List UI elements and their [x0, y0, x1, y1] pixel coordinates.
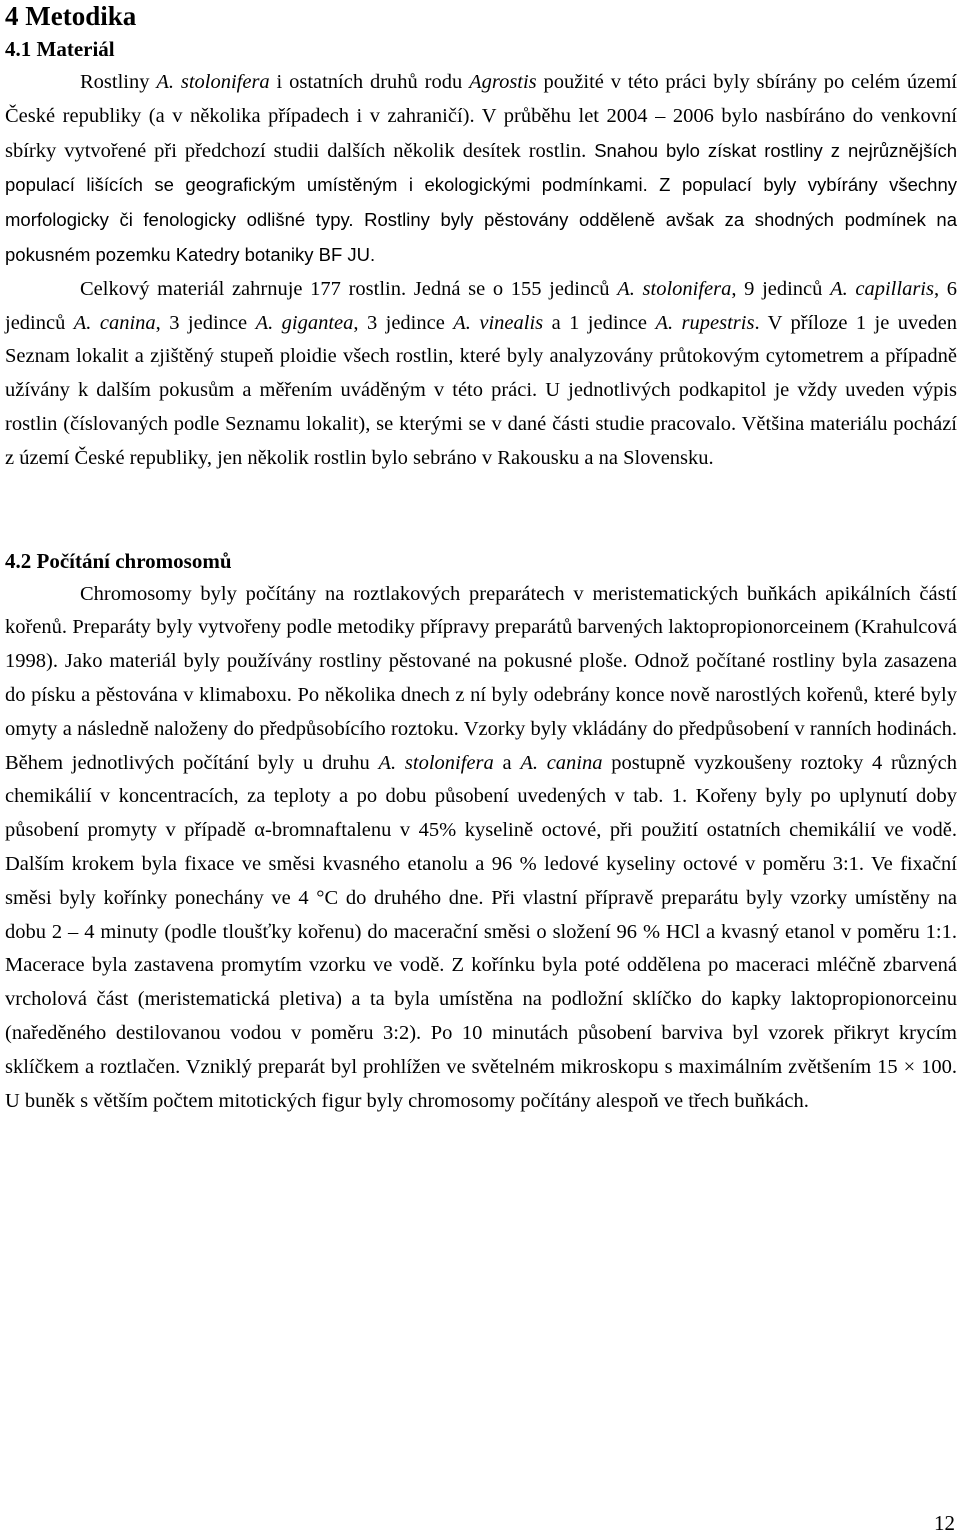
section-heading-material: 4.1 Materiál	[5, 37, 115, 61]
text-run: použité v této práci byly sbírány po celém území České republiky (a v několika případech i v zahraničí). V průběhu let 2004 – 2006 bylo nasbíráno do venkovní sbírky vytvořené při předchozí studii dalších několik desítek rostlin.	[5, 71, 957, 162]
text-run: , 6 jedinců	[5, 277, 958, 334]
section-spacer	[5, 476, 957, 544]
page-number: 12	[934, 1511, 955, 1535]
text-run: , 3 jedince	[353, 311, 454, 334]
paragraph-chromosomes	[5, 578, 957, 1119]
text-run: a	[493, 751, 521, 774]
text-run: Celkový materiál zahrnuje 177 rostlin. Jedná se o 155 jedinců	[80, 277, 618, 300]
species-name: A. gigantea	[255, 311, 354, 334]
paragraph-material-1	[5, 66, 957, 273]
chapter-heading: 4 Metodika	[5, 1, 137, 31]
text-run: . V příloze 1 je uveden Seznam lokalit a zjištěný stupeň ploidie všech rostlin, které byly analyzovány průtokovým cytometrem a případně užívány k dalším pokusům a měřením uváděným v této práci. U jednotlivých podkapitol je vždy uveden výpis rostlin (číslovaných podle Seznamu lokalit), se kterými se v dané části studie pracovalo. Většina materiálu pochází z území České republiky, jen několik rostlin bylo sebráno v Rakousku a na Slovensku.	[5, 311, 957, 469]
text-run-sans: Snahou bylo získat rostliny z nejrůznějších populací lišících se geografickým umístěným i ekologickými podmínkami. Z populací byly vybírány všechny morfologicky či fenologicky odlišné typy. Rostliny byly pěstovány odděleně avšak za shodných podmínek na pokusném pozemku Katedry botaniky BF JU.	[5, 139, 958, 265]
text-run: Rostliny	[80, 71, 157, 93]
paragraph-material-2	[5, 273, 957, 476]
species-name: A. stolonifera	[378, 751, 494, 774]
text-run: Chromosomy byly počítány na roztlakových preparátech v meristematických buňkách apikálních částí kořenů. Preparáty byly vytvořeny podle metodiky přípravy preparátů barvených laktopropionorceinem (Krahulcová 1998). Jako materiál byly používány rostliny pěstované na pokusné ploše. Odnož počítané rostliny byla zasazena do písku a pěstována v klimaboxu. Po několika dnech z ní byly odebrány konce nově narostlých kořenů, které byly omyty a následně naloženy do předpůsobícího roztoku. Vzorky byly vkládány do předpůsobení v ranních hodinách. Během jednotlivých počítání byly u druhu	[5, 582, 957, 774]
species-name: A. stolonifera	[156, 71, 270, 93]
text-run: , 9 jedinců	[731, 277, 831, 300]
text-run: postupně vyzkoušeny roztoky 4 různých chemikálií v koncentracích, za teploty a po dobu působení uvedených v tab. 1. Kořeny byly po uplynutí doby působení promyty v případě α-bromnaftalenu v 45% kyselině octové, při použití ostatních chemikálií ve vodě. Dalším krokem byla fixace ve směsi kvasného etanolu a 96 % ledové kyseliny octové v poměru 3:1. Ve fixační směsi byly kořínky ponechány ve 4 °C do druhého dne. Při vlastní přípravě preparátu byly vzorky umístěny na dobu 2 – 4 minuty (podle tloušťky kořenu) do macerační směsi o složení 96 % HCl a kvasný etanol v poměru 1:1. Macerace byla zastavena promytím vzorku ve vodě. Z kořínku byla poté oddělena po maceraci mléčně zbarvená vrcholová část (meristematická pletiva) a ta byla umístěna na podložní sklíčko do kapky laktopropionorceinu (naředěného destilovanou vodou v poměru 3:2). Po 10 minutách působení barviva byl vzorek přikryt krycím sklíčkem a roztlačen. Vzniklý preparát byl prohlížen ve světelném mikroskopu s maximálním zvětšením 15 × 100. U buněk s větším počtem mitotických figur byly chromosomy počítány alespoň ve třech buňkách.	[5, 751, 958, 1112]
species-name: A. capillaris	[830, 277, 934, 300]
text-run: a 1 jedince	[543, 311, 656, 334]
section-heading-chromosomes: 4.2 Počítání chromosomů	[5, 548, 232, 573]
text-run: , 3 jedince	[155, 311, 256, 334]
document-page	[5, 0, 957, 1118]
species-name: A. canina	[73, 311, 156, 334]
species-name: A. rupestris	[655, 311, 755, 334]
text-run: i ostatních druhů rodu	[269, 71, 470, 93]
species-name: A. canina	[520, 751, 603, 774]
species-name: A. stolonifera	[617, 277, 732, 300]
species-name: A. vinealis	[453, 311, 544, 334]
genus-name: Agrostis	[469, 71, 537, 93]
